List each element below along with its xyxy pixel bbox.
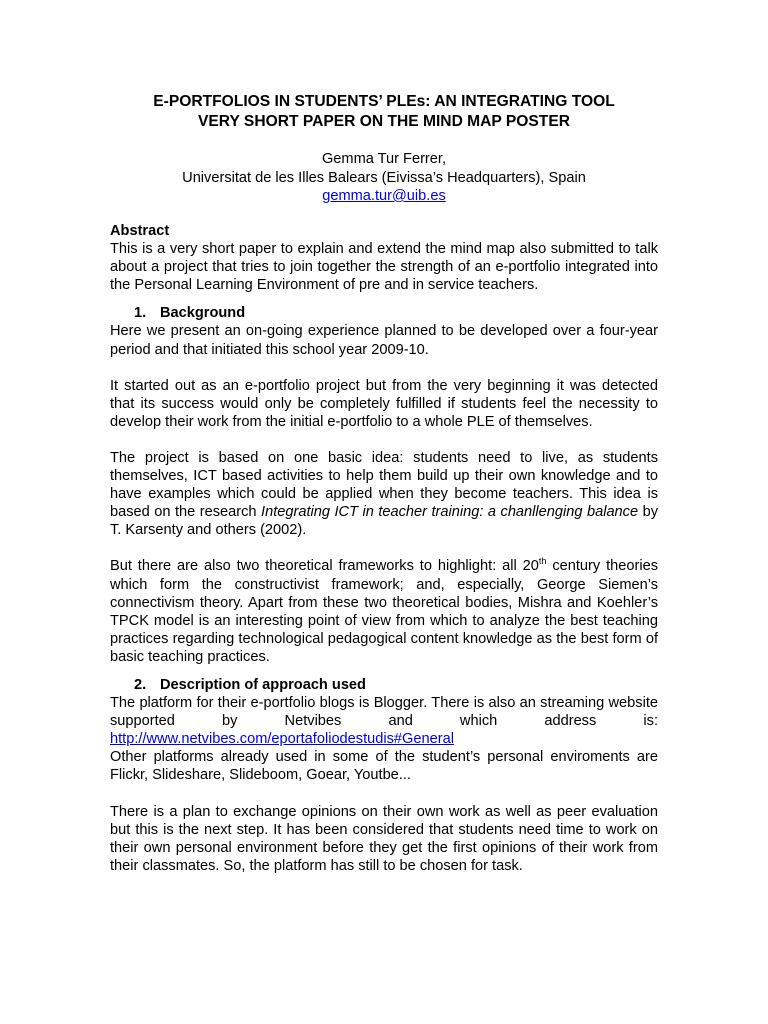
approach-paragraph-3: There is a plan to exchange opinions on their own work as well as peer evaluation but this is the next step. It has been considered that students need time to work on their own personal environment before they get the first opinions of their work from their classmates. So, the platform has still to be chosen for task. [110, 803, 658, 874]
background-paragraph-4 [110, 557, 658, 666]
superscript: th [538, 556, 547, 567]
section-title: Description of approach used [160, 676, 366, 693]
research-title: Integrating ICT in teacher training: a chanllenging balance [261, 504, 639, 521]
section-heading-background [110, 304, 658, 322]
paragraph-text: century theories which form the constructivist framework; and, especially, George Siemen’s connectivism theory. Apart from these two theoretical bodies, Mishra and Koehler’s TPCK model is an interesting point of view from which to analyze the best teaching practices regarding technological pedagogical content knowledge as the best form of basic teaching practices. [110, 558, 658, 665]
author-affiliation: Universitat de les Illes Balears (Eivissa’s Headquarters), Spain [182, 169, 586, 186]
section-number: 1. [134, 305, 147, 322]
paragraph-text: The project is based on one basic idea: students need to live, as students themselves, ICT based activities to help them build up their own knowledge and to have examples which could be applied when they become teachers. This idea is based on the research [110, 449, 658, 521]
title-line-2: VERY SHORT PAPER ON THE MIND MAP POSTER [198, 113, 570, 130]
abstract-heading: Abstract [110, 223, 170, 239]
author-email-link[interactable]: gemma.tur@uib.es [322, 188, 446, 204]
netvibes-link[interactable]: http://www.netvibes.com/eportafoliodestudis#General [110, 731, 454, 748]
abstract-text: This is a very short paper to explain and extend the mind map also submitted to talk about a project that tries to join together the strength of an e-portfolio integrated into the Personal Learning Environment of pre and in service teachers. [110, 241, 658, 294]
author-block [100, 150, 668, 206]
approach-paragraph-1: The platform for their e-portfolio blogs is Blogger. There is also an streaming website supported by Netvibes and which address is: [110, 695, 658, 730]
paragraph-text: by T. Karsenty and others (2002). [110, 504, 658, 539]
paragraph-text: But there are also two theoretical frameworks to highlight: all 20 [110, 558, 539, 575]
author-name: Gemma Tur Ferrer, [321, 151, 447, 167]
paper-title [100, 92, 668, 132]
background-paragraph-2: It started out as an e-portfolio project but from the very beginning it was detected that its success would only be completely fulfilled if students feel the necessity to develop their work from the initial e-portfolio to a whole PLE of themselves. [110, 377, 658, 430]
section-heading-approach [110, 676, 658, 694]
section-title: Background [160, 305, 246, 322]
section-number: 2. [134, 676, 147, 693]
title-line-1: E-PORTFOLIOS IN STUDENTS’ PLEs: AN INTEGRATING TOOL [153, 93, 615, 110]
background-paragraph-1: Here we present an on-going experience planned to be developed over a four-year period and that initiated this school year 2009-10. [110, 323, 658, 358]
approach-paragraph-2: Other platforms already used in some of the student’s personal enviroments are Flickr, Slideshare, Slideboom, Goear, Youtbe... [110, 749, 658, 784]
paper-body [110, 222, 658, 875]
background-paragraph-3 [110, 449, 658, 539]
